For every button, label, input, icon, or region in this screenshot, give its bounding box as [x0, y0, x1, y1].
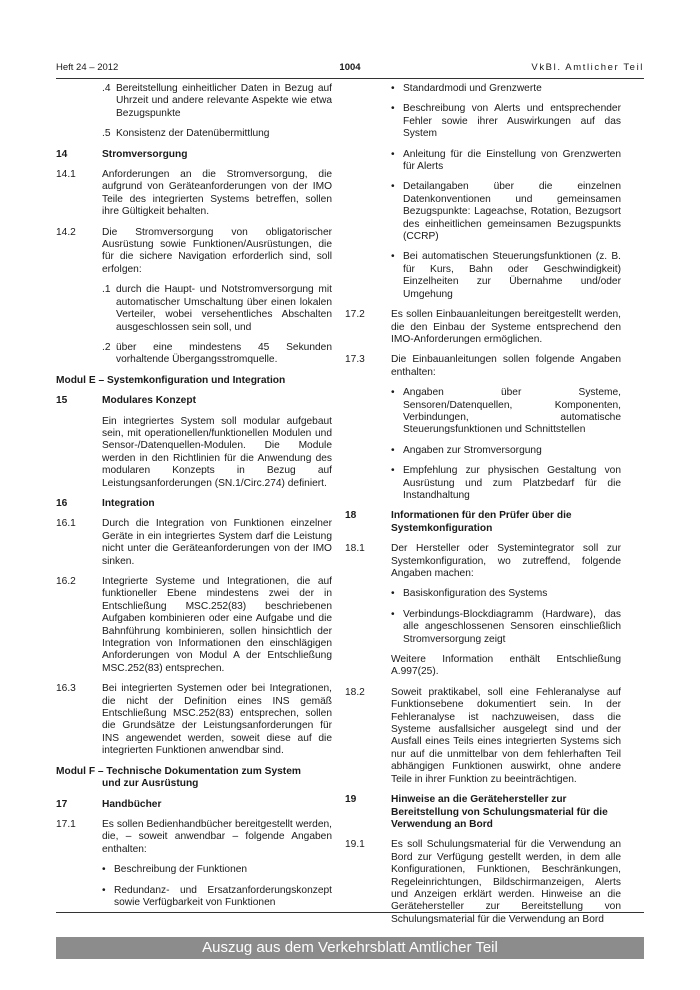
paragraph: 16.3 Bei integrierten Systemen oder bei Integrationen, die nicht der Definition eines INS gemäß Entschließung MSC.252(83) entsprechen, sollen die Grundsätze der Leistungsanforderungen für INS angewendet werden, soweit diese auf die integrierten Funktionen anwendbar sind. [56, 683, 332, 757]
bottom-rule [56, 912, 644, 913]
header-rule [56, 78, 644, 79]
bullet-item: • Angaben zur Stromversorgung [391, 444, 542, 456]
section-heading: 14 Stromversorgung [56, 148, 188, 160]
paragraph: 18.1 Der Hersteller oder Systemintegrator soll zur Systemkonfiguration, wo zutreffend, folgende Angaben machen: [345, 543, 621, 579]
list-item: .1 durch die Haupt- und Notstromversorgung mit automatischer Umschaltung über einen lokalen Verteiler, wobei versehentliches Abschalten ausgeschlossen sein soll, und [102, 284, 332, 333]
section-heading: 16 Integration [56, 497, 155, 509]
list-item: .4 Bereitstellung einheitlicher Daten in Bezug auf Uhrzeit und andere relevante Aspekte wie etwa Bezugspunkte [102, 83, 332, 119]
paragraph: 16.1 Durch die Integration von Funktionen einzelner Geräte in ein integriertes System darf die Leistung nicht unter die Geräteanforderungen von der IMO sinken. [56, 518, 332, 567]
paragraph: 17.2 Es sollen Einbauanleitungen bereitgestellt werden, die den Einbau der Systeme entsprechend den IMO-Anforderungen ermöglichen. [345, 309, 621, 345]
section-heading: 18 Informationen für den Prüfer über die Systemkonfiguration [345, 510, 572, 534]
bullet-item: • Bei automatischen Steuerungsfunktionen (z. B. für Kurs, Bahn oder Geschwindigkeit) Einzelheiten zur Übernahme und/oder Umgehung [391, 251, 621, 300]
paragraph: 17.3 Die Einbauanleitungen sollen folgende Angaben enthalten: [345, 354, 621, 378]
footer-banner: Auszug aus dem Verkehrsblatt Amtlicher Teil [56, 937, 644, 959]
paragraph: 14.1 Anforderungen an die Stromversorgung, die aufgrund von Geräteanforderungen von der IMO Teile des integrierten Systems betreffen, sollen ihre Gültigkeit behalten. [56, 169, 332, 218]
page-header [56, 62, 644, 78]
page-number: 1004 [339, 62, 361, 73]
bullet-item: • Redundanz- und Ersatzanforderungskonzept sowie Verfügbarkeit von Funktionen [102, 884, 332, 908]
issue-label: Heft 24 – 2012 [56, 62, 119, 73]
paragraph: Weitere Information enthält Entschließung A.997(25). [391, 654, 621, 678]
bullet-item: • Verbindungs-Blockdiagramm (Hardware), das alle angeschlossenen Sensoren einschließlich Stromversorgung zeigt [391, 608, 621, 645]
bullet-item: • Beschreibung von Alerts und entsprechender Fehler sowie ihrer Auswirkungen auf das System [391, 103, 621, 140]
list-item: .5 Konsistenz der Datenübermittlung [102, 128, 270, 140]
bullet-item: • Empfehlung zur physischen Gestaltung von Ausrüstung und zum Platzbedarf für die Instandhaltung [391, 465, 621, 501]
section-heading: 15 Modulares Konzept [56, 395, 196, 407]
list-item: .2 über eine mindestens 45 Sekunden vorhaltende Übergangsstromquelle. [102, 341, 332, 366]
bullet-item: • Basiskonfiguration des Systems [391, 588, 548, 600]
paragraph: 16.2 Integrierte Systeme und Integrationen, die auf funktioneller Ebene mindestens zwei der in Entschließung MSC.252(83) beschriebenen Aufgaben kombinieren oder eine Aufgabe und die Bahnführung kombinieren, sollen hinsichtlich der Integration von Informationen den einschlägigen Anforderungen von Modul A der Entschließung MSC.252(83) entsprechen. [56, 576, 332, 674]
paragraph: 18.2 Soweit praktikabel, soll eine Fehleranalyse auf Funktionsebene dokumentiert sein. In der Fehleranalyse ist nachzuweisen, dass die Systeme ausfallsicher ausgelegt sind und der Ausfall eines Teils eines integrierten Systems sich nur auf die unmittelbar von dem fehlerhaften Teil abhängigen Funktionen auswirkt, ohne andere Teile in ihrer Funktion zu beeinträchtigen. [345, 686, 621, 785]
publication-title: VkBl. Amtlicher Teil [531, 62, 644, 73]
paragraph: 19.1 Es soll Schulungsmaterial für die Verwendung an Bord zur Verfügung gestellt werden, in dem alle Konfigurationen, Funktionen, Beschränkungen, Regeleinrichtungen, Bildschirmanzeigen, Alerts und Anzeigen erklärt werden. Hinweise an die Gerätehersteller zur Bereitstellung von Schulungsmaterial für die Verwendung an Bord [345, 839, 621, 925]
paragraph: 17.1 Es sollen Bedienhandbücher bereitgestellt werden, die, – soweit anwendbar – folgende Angaben enthalten: [56, 818, 332, 855]
right-column [345, 83, 621, 934]
bullet-item: • Anleitung für die Einstellung von Grenzwerten für Alerts [391, 148, 621, 173]
bullet-item: • Detailangaben über die einzelnen Datenkonventionen und gemeinsamen Bezugspunkte: Lageachse, Rotation, Bezugsort des einheitlichen gemeinsamen Bezugspunkts (CCRP) [391, 181, 621, 243]
bullet-item: • Beschreibung der Funktionen [102, 864, 248, 876]
module-heading: Modul E – Systemkonfiguration und Integration [56, 374, 286, 386]
bullet-item: • Standardmodi und Grenzwerte [391, 83, 542, 94]
bullet-item: • Angaben über Systeme, Sensoren/Datenquellen, Komponenten, Verbindungen, automatische Steuerungsfunktionen und Schnittstellen [391, 387, 621, 436]
left-column [56, 83, 332, 917]
module-heading: Modul F – Technische Dokumentation zum System und zur Ausrüstung [56, 765, 301, 790]
section-heading: 17 Handbücher [56, 798, 162, 810]
paragraph: 14.2 Die Stromversorgung von obligatorischer Ausrüstung sowie Funktionen/Ausrüstungen, die für die sichere Navigation erforderlich sind, soll erfolgen: [56, 226, 332, 275]
paragraph: Ein integriertes System soll modular aufgebaut sein, mit operationellen/funktionellen Modulen und Sensor-/Datenquellen-Modulen. Die Module werden in den Richtlinien für die Anwendung des modularen Konzepts in Bezug auf Leistungsanforderungen (SN.1/Circ.274) definiert. [102, 415, 332, 489]
section-heading: 19 Hinweise an die Gerätehersteller zur Bereitstellung von Schulungsmaterial für die Verwendung an Bord [345, 794, 608, 830]
